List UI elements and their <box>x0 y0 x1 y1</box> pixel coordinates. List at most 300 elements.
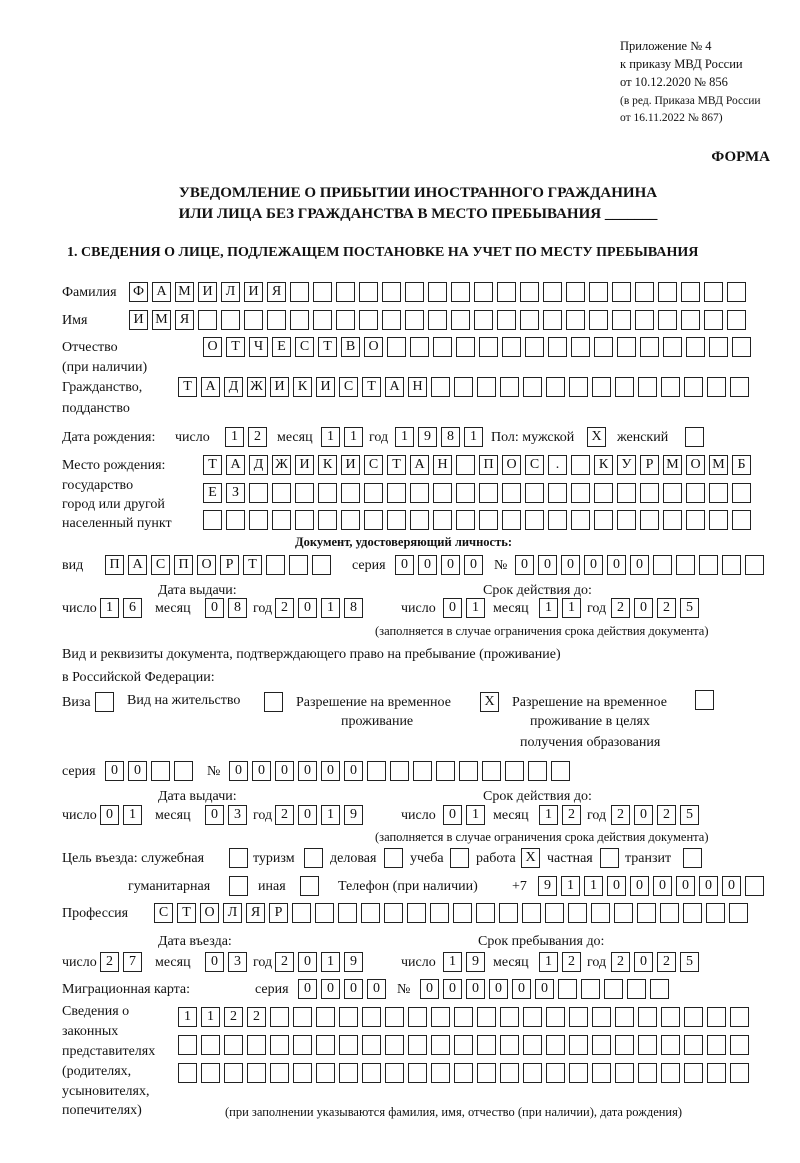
char-box[interactable] <box>339 1063 358 1083</box>
char-box[interactable] <box>226 510 245 530</box>
char-box[interactable] <box>201 1035 220 1055</box>
char-box[interactable] <box>663 510 682 530</box>
char-box[interactable] <box>640 483 659 503</box>
char-box[interactable] <box>551 761 570 781</box>
char-box[interactable]: 1 <box>466 598 485 618</box>
char-box[interactable]: Е <box>272 337 291 357</box>
char-box[interactable]: И <box>129 310 148 330</box>
char-box[interactable]: К <box>293 377 312 397</box>
char-box[interactable] <box>660 903 679 923</box>
char-box[interactable]: 8 <box>228 598 247 618</box>
char-box[interactable] <box>359 282 378 302</box>
char-box[interactable] <box>709 337 728 357</box>
char-box[interactable] <box>569 1035 588 1055</box>
char-box[interactable]: А <box>385 377 404 397</box>
checkbox[interactable] <box>95 692 114 712</box>
char-box[interactable]: 0 <box>420 979 439 999</box>
char-box[interactable] <box>407 903 426 923</box>
profession-boxes[interactable] <box>154 903 748 923</box>
char-box[interactable] <box>385 1007 404 1027</box>
residence-series-boxes[interactable] <box>105 761 193 781</box>
char-box[interactable] <box>454 1007 473 1027</box>
char-box[interactable]: А <box>410 455 429 475</box>
char-box[interactable]: 5 <box>680 952 699 972</box>
char-box[interactable] <box>592 1035 611 1055</box>
residence-permit-checkbox[interactable] <box>264 692 283 712</box>
char-box[interactable] <box>523 1063 542 1083</box>
char-box[interactable]: 1 <box>321 952 340 972</box>
char-box[interactable] <box>638 377 657 397</box>
char-box[interactable] <box>571 455 590 475</box>
char-box[interactable]: 2 <box>224 1007 243 1027</box>
char-box[interactable] <box>249 483 268 503</box>
char-box[interactable] <box>528 761 547 781</box>
char-box[interactable] <box>638 1035 657 1055</box>
char-box[interactable]: Т <box>362 377 381 397</box>
char-box[interactable] <box>312 555 331 575</box>
char-box[interactable] <box>385 1035 404 1055</box>
checkbox[interactable] <box>384 848 403 868</box>
char-box[interactable]: 0 <box>298 952 317 972</box>
char-box[interactable] <box>684 1007 703 1027</box>
char-box[interactable] <box>244 310 263 330</box>
char-box[interactable]: Я <box>175 310 194 330</box>
char-box[interactable]: 2 <box>657 598 676 618</box>
day-boxes[interactable] <box>100 598 142 618</box>
char-box[interactable] <box>546 1063 565 1083</box>
char-box[interactable] <box>405 282 424 302</box>
char-box[interactable]: 0 <box>441 555 460 575</box>
char-box[interactable]: Т <box>243 555 262 575</box>
char-box[interactable] <box>640 510 659 530</box>
char-box[interactable] <box>745 555 764 575</box>
char-box[interactable] <box>732 510 751 530</box>
end-month-boxes[interactable] <box>539 598 581 618</box>
char-box[interactable] <box>477 1035 496 1055</box>
char-box[interactable] <box>566 282 585 302</box>
char-box[interactable]: 0 <box>418 555 437 575</box>
char-box[interactable] <box>361 903 380 923</box>
year-boxes[interactable] <box>275 805 363 825</box>
char-box[interactable] <box>390 761 409 781</box>
char-box[interactable]: 0 <box>298 805 317 825</box>
char-box[interactable] <box>604 979 623 999</box>
char-box[interactable] <box>502 337 521 357</box>
char-box[interactable]: 0 <box>367 979 386 999</box>
char-box[interactable] <box>456 483 475 503</box>
char-box[interactable] <box>408 1063 427 1083</box>
char-box[interactable] <box>545 903 564 923</box>
char-box[interactable] <box>290 282 309 302</box>
char-box[interactable] <box>568 903 587 923</box>
char-box[interactable] <box>612 310 631 330</box>
char-box[interactable] <box>454 1063 473 1083</box>
char-box[interactable]: Б <box>732 455 751 475</box>
char-box[interactable] <box>428 282 447 302</box>
char-box[interactable]: Т <box>318 337 337 357</box>
char-box[interactable]: 0 <box>607 555 626 575</box>
char-box[interactable] <box>502 483 521 503</box>
char-box[interactable]: И <box>244 282 263 302</box>
char-box[interactable] <box>405 310 424 330</box>
char-box[interactable] <box>592 1063 611 1083</box>
char-box[interactable] <box>589 310 608 330</box>
char-box[interactable]: П <box>174 555 193 575</box>
char-box[interactable] <box>722 555 741 575</box>
checkbox[interactable] <box>683 848 702 868</box>
char-box[interactable] <box>272 510 291 530</box>
char-box[interactable]: 0 <box>634 805 653 825</box>
char-box[interactable]: 1 <box>178 1007 197 1027</box>
purpose-private-checkbox[interactable] <box>600 848 619 868</box>
birthplace-row-3[interactable] <box>203 510 751 530</box>
char-box[interactable] <box>727 282 746 302</box>
char-box[interactable] <box>497 282 516 302</box>
char-box[interactable] <box>382 282 401 302</box>
char-box[interactable]: В <box>341 337 360 357</box>
char-box[interactable]: 1 <box>562 598 581 618</box>
char-box[interactable]: 2 <box>611 598 630 618</box>
char-box[interactable] <box>359 310 378 330</box>
char-box[interactable]: О <box>197 555 216 575</box>
char-box[interactable]: 0 <box>298 598 317 618</box>
char-box[interactable]: С <box>339 377 358 397</box>
char-box[interactable] <box>316 1007 335 1027</box>
char-box[interactable] <box>732 337 751 357</box>
char-box[interactable]: 0 <box>634 598 653 618</box>
char-box[interactable]: 1 <box>225 427 244 447</box>
char-box[interactable] <box>151 761 170 781</box>
char-box[interactable] <box>650 979 669 999</box>
char-box[interactable]: Ж <box>272 455 291 475</box>
char-box[interactable] <box>730 1035 749 1055</box>
char-box[interactable] <box>658 310 677 330</box>
char-box[interactable] <box>612 282 631 302</box>
char-box[interactable] <box>546 1007 565 1027</box>
char-box[interactable]: У <box>617 455 636 475</box>
char-box[interactable] <box>431 377 450 397</box>
char-box[interactable] <box>387 510 406 530</box>
char-box[interactable] <box>637 903 656 923</box>
char-box[interactable] <box>385 1063 404 1083</box>
checkbox[interactable] <box>304 848 323 868</box>
char-box[interactable] <box>684 1063 703 1083</box>
char-box[interactable] <box>548 483 567 503</box>
char-box[interactable]: 5 <box>680 598 699 618</box>
char-box[interactable] <box>292 903 311 923</box>
char-box[interactable]: 0 <box>205 598 224 618</box>
checkbox[interactable] <box>600 848 619 868</box>
char-box[interactable] <box>362 1007 381 1027</box>
char-box[interactable] <box>614 903 633 923</box>
checkbox[interactable] <box>695 690 714 710</box>
char-box[interactable] <box>569 377 588 397</box>
char-box[interactable]: 9 <box>344 805 363 825</box>
char-box[interactable] <box>594 337 613 357</box>
char-box[interactable] <box>523 1007 542 1027</box>
reps-row-2[interactable] <box>178 1035 749 1055</box>
purpose-work-checkbox[interactable] <box>521 848 540 868</box>
char-box[interactable]: 2 <box>275 952 294 972</box>
char-box[interactable]: 0 <box>298 761 317 781</box>
char-box[interactable] <box>221 310 240 330</box>
char-box[interactable]: 9 <box>538 876 557 896</box>
char-box[interactable] <box>592 1007 611 1027</box>
checkbox[interactable]: X <box>587 427 606 447</box>
char-box[interactable] <box>502 510 521 530</box>
char-box[interactable]: 0 <box>561 555 580 575</box>
char-box[interactable]: 2 <box>611 952 630 972</box>
char-box[interactable]: 0 <box>443 979 462 999</box>
purpose-transit-checkbox[interactable] <box>683 848 702 868</box>
char-box[interactable] <box>727 310 746 330</box>
char-box[interactable]: Е <box>203 483 222 503</box>
char-box[interactable] <box>224 1063 243 1083</box>
surname-boxes[interactable] <box>129 282 746 302</box>
char-box[interactable]: 0 <box>443 598 462 618</box>
checkbox[interactable] <box>264 692 283 712</box>
char-box[interactable] <box>729 903 748 923</box>
reps-row-3[interactable] <box>178 1063 749 1083</box>
month-boxes[interactable] <box>205 598 247 618</box>
char-box[interactable] <box>525 337 544 357</box>
sex-male-checkbox[interactable] <box>587 427 606 447</box>
end-month-boxes[interactable] <box>539 805 581 825</box>
char-box[interactable]: 0 <box>676 876 695 896</box>
char-box[interactable] <box>638 1063 657 1083</box>
checkbox[interactable] <box>450 848 469 868</box>
id-series-boxes[interactable] <box>395 555 483 575</box>
char-box[interactable] <box>686 483 705 503</box>
char-box[interactable] <box>436 761 455 781</box>
char-box[interactable]: С <box>525 455 544 475</box>
char-box[interactable]: 0 <box>630 876 649 896</box>
char-box[interactable] <box>615 1035 634 1055</box>
char-box[interactable]: А <box>226 455 245 475</box>
char-box[interactable]: 8 <box>344 598 363 618</box>
char-box[interactable]: 0 <box>489 979 508 999</box>
char-box[interactable] <box>686 337 705 357</box>
id-kind-boxes[interactable] <box>105 555 331 575</box>
char-box[interactable]: 0 <box>512 979 531 999</box>
end-year-boxes[interactable] <box>611 598 699 618</box>
char-box[interactable] <box>592 377 611 397</box>
char-box[interactable]: 0 <box>443 805 462 825</box>
char-box[interactable] <box>430 903 449 923</box>
char-box[interactable] <box>249 510 268 530</box>
char-box[interactable] <box>500 1007 519 1027</box>
char-box[interactable] <box>338 903 357 923</box>
char-box[interactable] <box>661 1063 680 1083</box>
char-box[interactable]: 8 <box>441 427 460 447</box>
char-box[interactable] <box>266 555 285 575</box>
char-box[interactable] <box>635 310 654 330</box>
char-box[interactable]: 0 <box>630 555 649 575</box>
char-box[interactable] <box>730 1063 749 1083</box>
char-box[interactable] <box>456 455 475 475</box>
char-box[interactable] <box>387 483 406 503</box>
char-box[interactable]: 2 <box>611 805 630 825</box>
char-box[interactable] <box>499 903 518 923</box>
char-box[interactable] <box>459 761 478 781</box>
char-box[interactable]: Я <box>246 903 265 923</box>
char-box[interactable] <box>456 510 475 530</box>
char-box[interactable] <box>313 310 332 330</box>
char-box[interactable] <box>341 483 360 503</box>
purpose-official-checkbox[interactable] <box>229 848 248 868</box>
char-box[interactable] <box>367 761 386 781</box>
char-box[interactable]: 2 <box>275 598 294 618</box>
char-box[interactable] <box>198 310 217 330</box>
char-box[interactable]: С <box>295 337 314 357</box>
char-box[interactable] <box>267 310 286 330</box>
char-box[interactable] <box>709 483 728 503</box>
char-box[interactable]: Т <box>203 455 222 475</box>
char-box[interactable] <box>653 555 672 575</box>
char-box[interactable]: 0 <box>252 761 271 781</box>
char-box[interactable] <box>676 555 695 575</box>
char-box[interactable] <box>270 1063 289 1083</box>
char-box[interactable] <box>658 282 677 302</box>
char-box[interactable]: О <box>200 903 219 923</box>
char-box[interactable] <box>661 377 680 397</box>
char-box[interactable]: Р <box>640 455 659 475</box>
citizenship-boxes[interactable] <box>178 377 749 397</box>
char-box[interactable] <box>548 510 567 530</box>
birthplace-row-1[interactable] <box>203 455 751 475</box>
char-box[interactable] <box>431 1035 450 1055</box>
char-box[interactable]: К <box>318 455 337 475</box>
char-box[interactable]: 0 <box>275 761 294 781</box>
char-box[interactable] <box>270 1035 289 1055</box>
char-box[interactable]: М <box>175 282 194 302</box>
purpose-business-checkbox[interactable] <box>384 848 403 868</box>
char-box[interactable]: 0 <box>105 761 124 781</box>
day-boxes[interactable] <box>100 805 142 825</box>
char-box[interactable]: 1 <box>464 427 483 447</box>
char-box[interactable]: 0 <box>515 555 534 575</box>
char-box[interactable] <box>201 1063 220 1083</box>
char-box[interactable] <box>410 337 429 357</box>
char-box[interactable]: О <box>203 337 222 357</box>
char-box[interactable]: М <box>709 455 728 475</box>
char-box[interactable] <box>362 1035 381 1055</box>
char-box[interactable]: 1 <box>539 598 558 618</box>
char-box[interactable]: 1 <box>539 805 558 825</box>
char-box[interactable] <box>686 510 705 530</box>
char-box[interactable] <box>569 1007 588 1027</box>
char-box[interactable] <box>318 483 337 503</box>
char-box[interactable] <box>270 1007 289 1027</box>
char-box[interactable] <box>546 377 565 397</box>
char-box[interactable] <box>456 337 475 357</box>
char-box[interactable] <box>384 903 403 923</box>
char-box[interactable] <box>548 337 567 357</box>
char-box[interactable] <box>295 510 314 530</box>
char-box[interactable]: 0 <box>653 876 672 896</box>
char-box[interactable] <box>293 1035 312 1055</box>
char-box[interactable]: 0 <box>607 876 626 896</box>
char-box[interactable] <box>683 903 702 923</box>
char-box[interactable] <box>339 1007 358 1027</box>
char-box[interactable] <box>451 282 470 302</box>
char-box[interactable]: С <box>151 555 170 575</box>
char-box[interactable]: 1 <box>201 1007 220 1027</box>
char-box[interactable] <box>571 510 590 530</box>
char-box[interactable] <box>640 337 659 357</box>
char-box[interactable] <box>617 483 636 503</box>
year-boxes[interactable] <box>275 598 363 618</box>
checkbox[interactable] <box>300 876 319 896</box>
char-box[interactable]: 0 <box>344 761 363 781</box>
char-box[interactable] <box>684 377 703 397</box>
char-box[interactable]: Ф <box>129 282 148 302</box>
char-box[interactable] <box>617 337 636 357</box>
purpose-humanitarian-checkbox[interactable] <box>229 876 248 896</box>
end-day-boxes[interactable] <box>443 598 485 618</box>
char-box[interactable] <box>313 282 332 302</box>
char-box[interactable]: 1 <box>123 805 142 825</box>
char-box[interactable] <box>433 483 452 503</box>
char-box[interactable]: Н <box>408 377 427 397</box>
char-box[interactable] <box>474 282 493 302</box>
char-box[interactable] <box>704 282 723 302</box>
char-box[interactable] <box>497 310 516 330</box>
char-box[interactable]: Т <box>226 337 245 357</box>
char-box[interactable]: 0 <box>298 979 317 999</box>
char-box[interactable] <box>707 1007 726 1027</box>
purpose-tourism-checkbox[interactable] <box>304 848 323 868</box>
char-box[interactable] <box>178 1063 197 1083</box>
char-box[interactable]: К <box>594 455 613 475</box>
char-box[interactable]: О <box>364 337 383 357</box>
migration-series-boxes[interactable] <box>298 979 386 999</box>
migration-number-boxes[interactable] <box>420 979 669 999</box>
edu-permit-checkbox[interactable] <box>695 690 714 710</box>
char-box[interactable]: П <box>479 455 498 475</box>
char-box[interactable] <box>589 282 608 302</box>
char-box[interactable]: О <box>502 455 521 475</box>
char-box[interactable]: А <box>201 377 220 397</box>
char-box[interactable] <box>594 483 613 503</box>
char-box[interactable]: Т <box>177 903 196 923</box>
char-box[interactable]: И <box>270 377 289 397</box>
char-box[interactable]: 2 <box>247 1007 266 1027</box>
checkbox[interactable]: X <box>521 848 540 868</box>
char-box[interactable]: 6 <box>123 598 142 618</box>
month-boxes[interactable] <box>205 805 247 825</box>
char-box[interactable]: 1 <box>466 805 485 825</box>
char-box[interactable] <box>174 761 193 781</box>
char-box[interactable] <box>410 483 429 503</box>
char-box[interactable] <box>707 377 726 397</box>
char-box[interactable] <box>663 483 682 503</box>
char-box[interactable] <box>433 337 452 357</box>
char-box[interactable] <box>316 1035 335 1055</box>
char-box[interactable] <box>566 310 585 330</box>
char-box[interactable] <box>318 510 337 530</box>
end-year-boxes[interactable] <box>611 805 699 825</box>
char-box[interactable] <box>615 377 634 397</box>
end-day-boxes[interactable] <box>443 805 485 825</box>
char-box[interactable]: 1 <box>344 427 363 447</box>
char-box[interactable]: 2 <box>657 805 676 825</box>
char-box[interactable]: 9 <box>344 952 363 972</box>
char-box[interactable] <box>571 337 590 357</box>
char-box[interactable] <box>591 903 610 923</box>
char-box[interactable] <box>617 510 636 530</box>
char-box[interactable]: 0 <box>699 876 718 896</box>
